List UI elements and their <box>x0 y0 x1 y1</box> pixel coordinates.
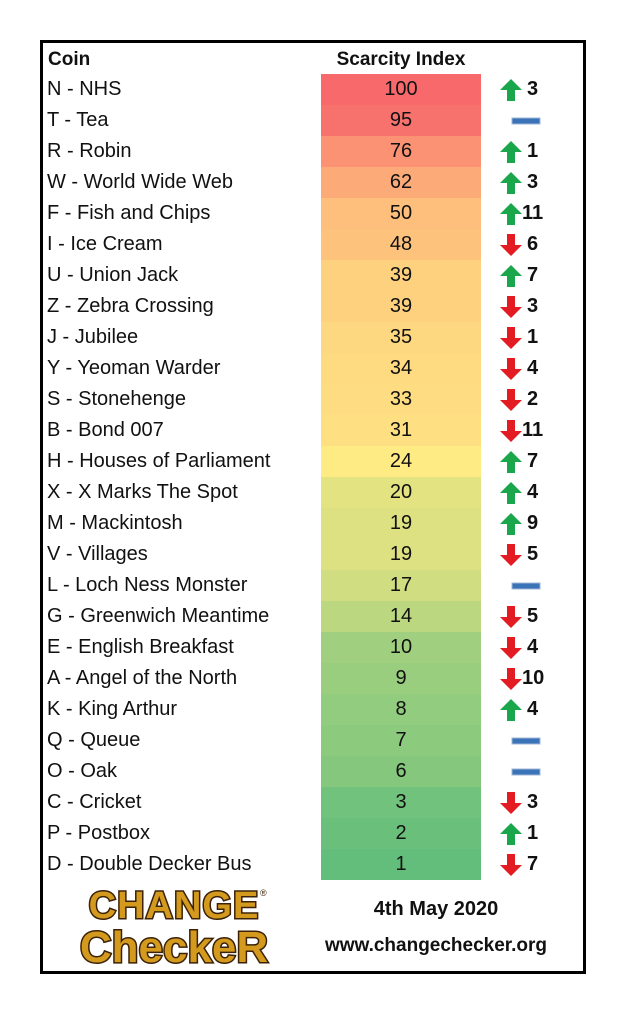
scarcity-index-cell: 17 <box>321 570 481 601</box>
coin-name: C - Cricket <box>47 791 142 813</box>
table-row <box>0 291 640 322</box>
down-arrow-icon <box>499 388 523 412</box>
no-change-dash-icon <box>511 574 541 598</box>
table-row <box>0 384 640 415</box>
up-arrow-icon <box>499 450 523 474</box>
table-row <box>0 105 640 136</box>
rank-change <box>497 663 557 694</box>
coin-name: E - English Breakfast <box>47 636 234 658</box>
rank-change <box>497 260 557 291</box>
up-arrow-icon <box>499 512 523 536</box>
coin-name: U - Union Jack <box>47 264 179 286</box>
down-arrow-icon <box>499 419 523 443</box>
coin-name: N - NHS <box>47 78 122 100</box>
coin-name: Y - Yeoman Warder <box>47 357 221 379</box>
rank-change <box>497 229 557 260</box>
rank-change-amount: 1 <box>527 140 539 162</box>
no-change-dash-icon <box>511 760 541 784</box>
coin-name: D - Double Decker Bus <box>47 853 252 875</box>
up-arrow-icon <box>499 698 523 722</box>
table-row <box>0 756 640 787</box>
table-row <box>0 787 640 818</box>
table-row <box>0 849 640 880</box>
coin-name: W - World Wide Web <box>47 171 233 193</box>
table-row <box>0 322 640 353</box>
rank-change-amount: 7 <box>527 853 539 875</box>
rank-change <box>497 508 557 539</box>
rank-change-amount: 1 <box>527 326 539 348</box>
rank-change <box>497 74 557 105</box>
website-url[interactable]: www.changechecker.org <box>324 935 548 956</box>
rank-change <box>497 415 557 446</box>
rank-change <box>497 539 557 570</box>
rank-change <box>497 384 557 415</box>
scarcity-index-cell: 1 <box>321 849 481 880</box>
rank-change <box>497 322 557 353</box>
down-arrow-icon <box>499 326 523 350</box>
scarcity-index-cell: 100 <box>321 74 481 105</box>
table-row <box>0 74 640 105</box>
coin-name: Q - Queue <box>47 729 141 751</box>
down-arrow-icon <box>499 543 523 567</box>
table-row <box>0 229 640 260</box>
up-arrow-icon <box>499 140 523 164</box>
scarcity-index-cell: 48 <box>321 229 481 260</box>
rank-change <box>497 105 557 136</box>
rank-change <box>497 725 557 756</box>
table-row <box>0 198 640 229</box>
rank-change-amount: 1 <box>527 822 539 844</box>
scarcity-index-column-header: Scarcity Index <box>336 49 466 70</box>
down-arrow-icon <box>499 233 523 257</box>
rank-change-amount: 2 <box>527 388 539 410</box>
rank-change-amount: 3 <box>527 171 539 193</box>
scarcity-index-cell: 20 <box>321 477 481 508</box>
report-date: 4th May 2020 <box>373 898 499 920</box>
scarcity-index-cell: 31 <box>321 415 481 446</box>
scarcity-index-cell: 24 <box>321 446 481 477</box>
coin-name: P - Postbox <box>47 822 151 844</box>
scarcity-index-cell: 9 <box>321 663 481 694</box>
table-row <box>0 508 640 539</box>
up-arrow-icon <box>499 78 523 102</box>
coin-name: O - Oak <box>47 760 118 782</box>
scarcity-index-cell: 8 <box>321 694 481 725</box>
coin-name: G - Greenwich Meantime <box>47 605 270 627</box>
coin-name: K - King Arthur <box>47 698 178 720</box>
scarcity-index-cell: 3 <box>321 787 481 818</box>
rank-change-amount: 11 <box>522 202 544 224</box>
down-arrow-icon <box>499 605 523 629</box>
rank-change-amount: 10 <box>522 667 545 689</box>
scarcity-index-cell: 35 <box>321 322 481 353</box>
rank-change <box>497 198 557 229</box>
rank-change-amount: 3 <box>527 78 539 100</box>
coin-name: H - Houses of Parliament <box>47 450 271 472</box>
rank-change-amount: 5 <box>527 605 539 627</box>
coin-name: Z - Zebra Crossing <box>47 295 214 317</box>
no-change-dash-icon <box>511 109 541 133</box>
rank-change-amount: 4 <box>527 698 539 720</box>
coin-column-header: Coin <box>48 49 91 70</box>
rank-change <box>497 849 557 880</box>
coin-name: M - Mackintosh <box>47 512 183 534</box>
down-arrow-icon <box>499 357 523 381</box>
down-arrow-icon <box>499 636 523 660</box>
coin-name: I - Ice Cream <box>47 233 163 255</box>
table-row <box>0 632 640 663</box>
rank-change <box>497 167 557 198</box>
rank-change-amount: 7 <box>527 450 539 472</box>
rank-change-amount: 7 <box>527 264 539 286</box>
rank-change-amount: 9 <box>527 512 539 534</box>
table-row <box>0 477 640 508</box>
scarcity-index-cell: 50 <box>321 198 481 229</box>
table-row <box>0 167 640 198</box>
table-row <box>0 136 640 167</box>
up-arrow-icon <box>499 171 523 195</box>
scarcity-index-cell: 6 <box>321 756 481 787</box>
coin-name: T - Tea <box>47 109 109 131</box>
rank-change <box>497 570 557 601</box>
table-row <box>0 694 640 725</box>
rank-change <box>497 632 557 663</box>
rank-change <box>497 694 557 725</box>
change-checker-logo <box>52 882 302 968</box>
scarcity-index-cell: 14 <box>321 601 481 632</box>
rank-change-amount: 6 <box>527 233 539 255</box>
table-row <box>0 601 640 632</box>
scarcity-index-cell: 62 <box>321 167 481 198</box>
table-row <box>0 663 640 694</box>
table-row <box>0 539 640 570</box>
rank-change <box>497 601 557 632</box>
scarcity-index-cell: 39 <box>321 260 481 291</box>
down-arrow-icon <box>499 295 523 319</box>
table-row <box>0 260 640 291</box>
table-row <box>0 725 640 756</box>
coin-name: V - Villages <box>47 543 148 565</box>
scarcity-index-cell: 34 <box>321 353 481 384</box>
coin-name: S - Stonehenge <box>47 388 186 410</box>
coin-name: B - Bond 007 <box>47 419 164 441</box>
rank-change-amount: 4 <box>527 481 539 503</box>
rank-change <box>497 787 557 818</box>
scarcity-index-cell: 2 <box>321 818 481 849</box>
coin-name: J - Jubilee <box>47 326 139 348</box>
rank-change <box>497 818 557 849</box>
rank-change <box>497 136 557 167</box>
rank-change <box>497 353 557 384</box>
rank-change-amount: 3 <box>527 791 539 813</box>
rank-change-amount: 4 <box>527 357 539 379</box>
table-row <box>0 446 640 477</box>
rank-change-amount: 4 <box>527 636 539 658</box>
down-arrow-icon <box>499 791 523 815</box>
table-row <box>0 353 640 384</box>
scarcity-index-cell: 76 <box>321 136 481 167</box>
coin-name: R - Robin <box>47 140 132 162</box>
table-row <box>0 818 640 849</box>
scarcity-index-cell: 7 <box>321 725 481 756</box>
up-arrow-icon <box>499 264 523 288</box>
svg-text:CHANGE: CHANGE <box>88 885 260 927</box>
table-row <box>0 415 640 446</box>
scarcity-index-cell: 33 <box>321 384 481 415</box>
up-arrow-icon <box>499 822 523 846</box>
coin-name: A - Angel of the North <box>47 667 238 689</box>
table-row <box>0 570 640 601</box>
rank-change-amount: 11 <box>522 419 544 441</box>
down-arrow-icon <box>499 667 523 691</box>
scarcity-index-cell: 19 <box>321 508 481 539</box>
scarcity-index-cell: 19 <box>321 539 481 570</box>
down-arrow-icon <box>499 853 523 877</box>
coin-name: F - Fish and Chips <box>47 202 211 224</box>
svg-text:®: ® <box>260 888 267 898</box>
rank-change-amount: 5 <box>527 543 539 565</box>
up-arrow-icon <box>499 202 523 226</box>
svg-text:CheckeR: CheckeR <box>79 923 269 968</box>
up-arrow-icon <box>499 481 523 505</box>
scarcity-index-cell: 10 <box>321 632 481 663</box>
rank-change-amount: 3 <box>527 295 539 317</box>
rank-change <box>497 446 557 477</box>
rank-change <box>497 756 557 787</box>
scarcity-index-cell: 39 <box>321 291 481 322</box>
no-change-dash-icon <box>511 729 541 753</box>
coin-name: L - Loch Ness Monster <box>47 574 248 596</box>
coin-name: X - X Marks The Spot <box>47 481 238 503</box>
rank-change <box>497 291 557 322</box>
scarcity-index-cell: 95 <box>321 105 481 136</box>
rank-change <box>497 477 557 508</box>
